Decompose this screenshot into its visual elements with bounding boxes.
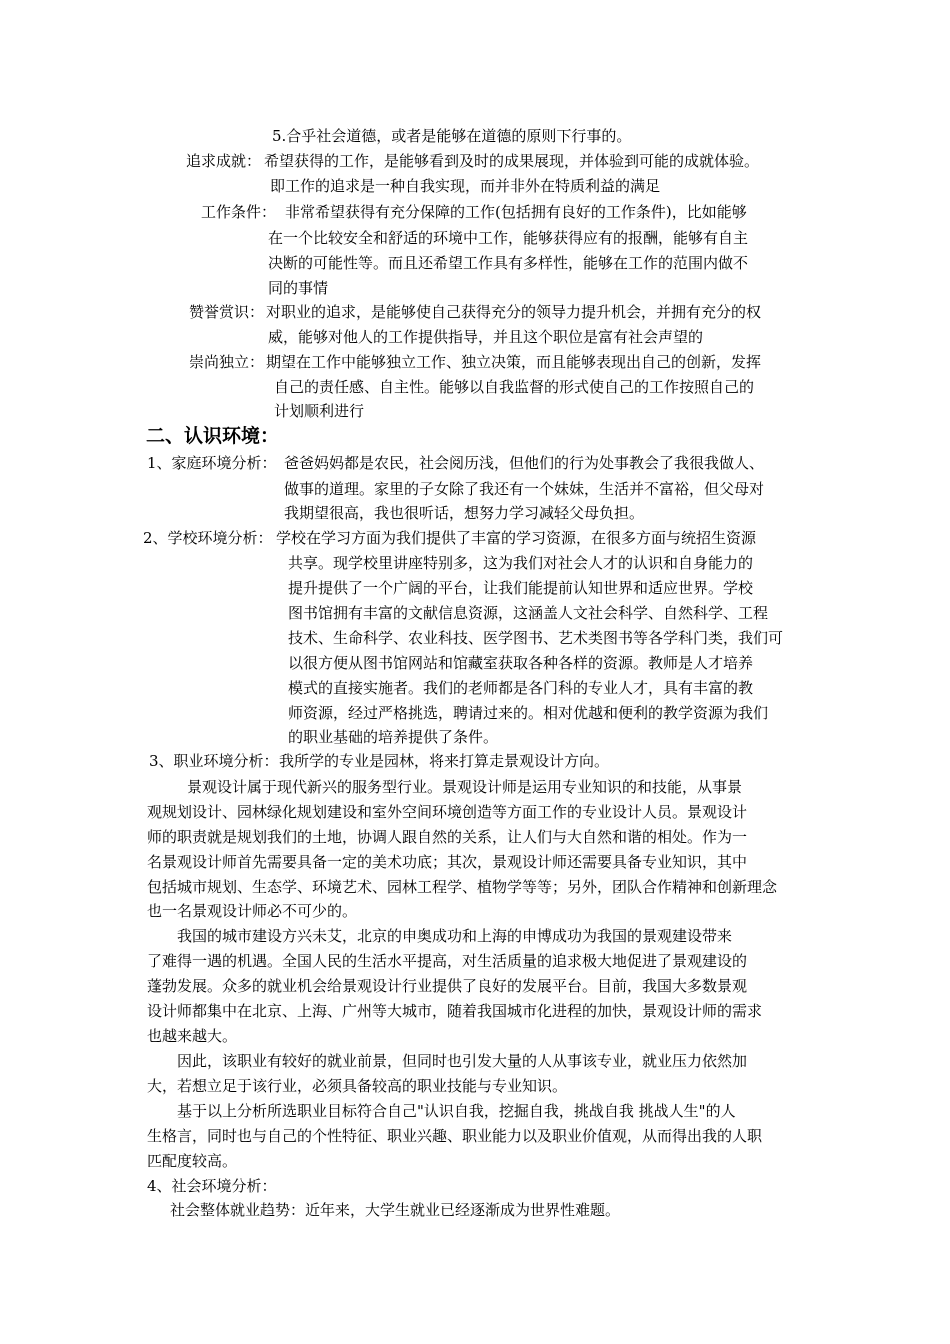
para4-line-3: 匹配度较高。 [147, 1152, 238, 1170]
value-item-5: 5.合乎社会道德，或者是能够在道德的原则下行事的。 [272, 127, 632, 145]
para2-line-1: 我国的城市建设方兴未艾，北京的申奥成功和上海的申博成功为我国的景观建设带来 [177, 927, 733, 945]
para4-line-1: 基于以上分析所选职业目标符合自己"认识自我，挖掘自我，挑战自我 挑战人生"的人 [177, 1102, 736, 1120]
conditions-text-1: 非常希望获得有充分保障的工作(包括拥有良好的工作条件)，比如能够 [285, 203, 747, 221]
para1-line-3: 师的职责就是规划我们的土地，协调人跟自然的关系，让人们与大自然和谐的相处。作为一 [147, 828, 748, 846]
career-label: 3、职业环境分析： [149, 752, 279, 770]
conditions-label: 工作条件： [201, 203, 277, 221]
para2-line-4: 设计师都集中在北京、上海、广州等大城市，随着我国城市化进程的加快，景观设计师的需求 [147, 1002, 763, 1020]
social-text: 社会整体就业趋势：近年来，大学生就业已经逐渐成为世界性难题。 [170, 1201, 621, 1219]
school-text-9: 的职业基础的培养提供了条件。 [288, 728, 499, 746]
school-text-4: 图书馆拥有丰富的文献信息资源，这涵盖人文社会科学、自然科学、工程 [288, 604, 769, 622]
family-text-3: 我期望很高，我也很听话，想努力学习减轻父母负担。 [284, 504, 645, 522]
independence-label: 崇尚独立： [189, 353, 265, 371]
school-text-3: 提升提供了一个广阔的平台，让我们能提前认知世界和适应世界。学校 [288, 579, 754, 597]
independence-text-2: 自己的责任感、自主性。能够以自我监督的形式使自己的工作按照自己的 [274, 378, 755, 396]
achievement-text-2: 即工作的追求是一种自我实现，而并非外在特质利益的满足 [270, 177, 661, 195]
para3-line-2: 大，若想立足于该行业，必须具备较高的职业技能与专业知识。 [147, 1077, 568, 1095]
para1-line-6: 也一名景观设计师必不可少的。 [147, 902, 358, 920]
independence-text-1: 期望在工作中能够独立工作、独立决策，而且能够表现出自己的创新，发挥 [266, 353, 762, 371]
school-text-5: 技术、生命科学、农业科技、医学图书、艺术类图书等各学科门类，我们可 [288, 629, 784, 647]
para3-line-1: 因此，该职业有较好的就业前景，但同时也引发大量的人从事该专业，就业压力依然加 [177, 1052, 748, 1070]
para1-line-1: 景观设计属于现代新兴的服务型行业。景观设计师是运用专业知识的和技能，从事景 [187, 778, 743, 796]
para4-line-2: 生格言，同时也与自己的个性特征、职业兴趣、职业能力以及职业价值观，从而得出我的人职 [147, 1127, 763, 1145]
school-text-2: 共享。现学校里讲座特别多，这为我们对社会人才的认识和自身能力的 [288, 554, 754, 572]
para2-line-5: 也越来越大。 [147, 1027, 238, 1045]
conditions-text-2: 在一个比较安全和舒适的环境中工作，能够获得应有的报酬，能够有自主 [268, 229, 749, 247]
social-label: 4、社会环境分析： [147, 1177, 277, 1195]
career-text: 我所学的专业是园林，将来打算走景观设计方向。 [279, 752, 610, 770]
para2-line-2: 了难得一遇的机遇。全国人民的生活水平提高，对生活质量的追求极大地促进了景观建设的 [147, 952, 748, 970]
school-text-8: 师资源，经过严格挑选，聘请过来的。相对优越和便利的教学资源为我们 [288, 704, 769, 722]
praise-text-2: 威，能够对他人的工作提供指导，并且这个职位是富有社会声望的 [268, 328, 704, 346]
school-label: 2、学校环境分析： [143, 529, 273, 547]
conditions-text-4: 同的事情 [268, 279, 329, 297]
achievement-label: 追求成就： [186, 152, 262, 170]
para1-line-2: 观规划设计、园林绿化规划建设和室外空间环境创造等方面工作的专业设计人员。景观设计 [147, 803, 748, 821]
praise-label: 赞誉赏识： [189, 303, 265, 321]
family-text-1: 爸爸妈妈都是农民，社会阅历浅，但他们的行为处事教会了我很我做人、 [284, 454, 765, 472]
achievement-text-1: 希望获得的工作，是能够看到及时的成果展现，并体验到可能的成就体验。 [264, 152, 760, 170]
para2-line-3: 蓬勃发展。众多的就业机会给景观设计行业提供了良好的发展平台。目前，我国大多数景观 [147, 977, 748, 995]
school-text-6: 以很方便从图书馆网站和馆藏室获取各种各样的资源。教师是人才培养 [288, 654, 754, 672]
para1-line-4: 名景观设计师首先需要具备一定的美术功底；其次，景观设计师还需要具备专业知识，其中 [147, 853, 748, 871]
school-text-7: 模式的直接实施者。我们的老师都是各门科的专业人才，具有丰富的教 [288, 679, 754, 697]
conditions-text-3: 决断的可能性等。而且还希望工作具有多样性，能够在工作的范围内做不 [268, 254, 749, 272]
family-label: 1、家庭环境分析： [147, 454, 277, 472]
praise-text-1: 对职业的追求，是能够使自己获得充分的领导力提升机会，并拥有充分的权 [266, 303, 762, 321]
independence-text-3: 计划顺利进行 [274, 402, 365, 420]
section-heading: 二、认识环境： [146, 425, 280, 447]
school-text-1: 学校在学习方面为我们提供了丰富的学习资源，在很多方面与统招生资源 [276, 529, 757, 547]
family-text-2: 做事的道理。家里的子女除了我还有一个妹妹，生活并不富裕，但父母对 [284, 480, 765, 498]
para1-line-5: 包括城市规划、生态学、环境艺术、园林工程学、植物学等等；另外，团队合作精神和创新理念 [147, 878, 778, 896]
